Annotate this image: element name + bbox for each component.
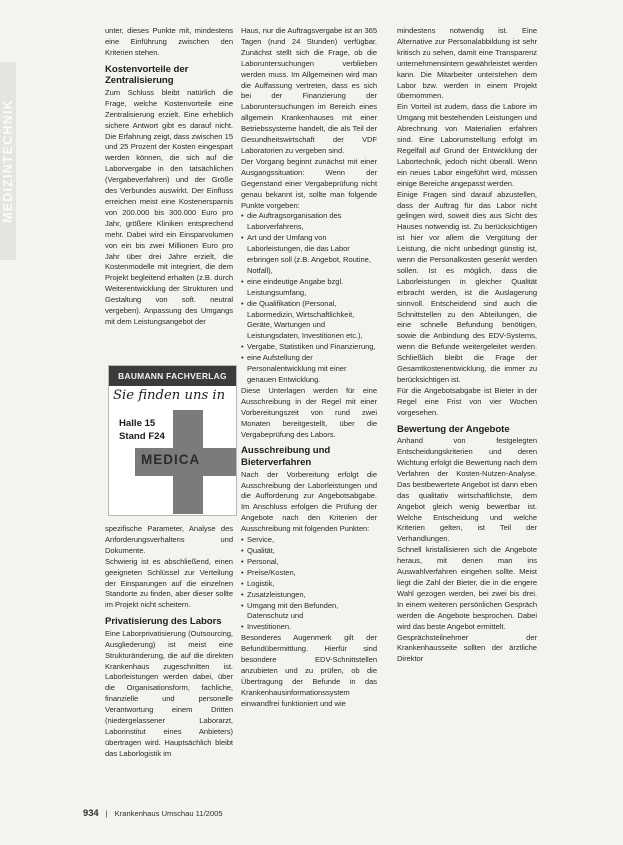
section-heading: Kostenvorteile der Zentralisierung [105, 63, 189, 87]
ad-stand: Stand F24 [119, 430, 165, 442]
column-2 [241, 26, 377, 710]
list-item: • Umgang mit den Befunden, Datenschutz und [241, 601, 377, 623]
section-heading: Ausschreibung und Bieterverfahren [241, 445, 331, 469]
list-item: • Preise/Kosten, [241, 568, 377, 579]
page-number: 934 [83, 807, 99, 818]
paragraph: Nach der Vorbereitung erfolgt die Ausschreibung der Laborleistungen und die Aufforderung zur Angebotsabgabe. Im Anschluss erfolgen die Prüfung der Angebote nach den Kriterien der Ausschreibung mit folgenden Punkten: [241, 469, 377, 534]
paragraph: Eine Laborprivatisierung (Outsourcing, Ausgliederung) ist meist eine Strukturänderung, die auf die direkten Krankenhaus zugeschnitten ist. Laborleistungen werden dabei, über die Organisationsform, fachliche, finanzielle und personelle Verantwortung einem Dritten (niedergelassener Laborarzt, Laborinstitut eines Anbieters) übertragen wird. Hauptsächlich bleibt das Laborlogistik im [105, 628, 233, 758]
list-item: • Investitionen. [241, 622, 377, 633]
section-tab [0, 62, 16, 260]
paragraph: Für die Angebotsabgabe ist Bieter in der Regel eine Frist von vier Wochen vorgesehen. [397, 385, 537, 417]
ad-hall: Halle 15 [119, 418, 156, 429]
column-1-lower [105, 524, 233, 760]
list-item: • Logistik, [241, 579, 377, 590]
paragraph: Besonderes Augenmerk gilt der Befundübermittlung. Hierfür sind besondere EDV-Schnittstellen anzubieten und zu prüfen, ob die Übertragung der Befunde in das Krankenhausinformationssystem einwandfrei funktioniert und wie [241, 633, 377, 708]
list-item: • Personal, [241, 557, 377, 568]
bullet-list [241, 535, 377, 633]
column-1 [105, 26, 233, 328]
paragraph: Diese Unterlagen werden für eine Ausschreibung in der Regel mit einer Vorbereitungszeit von rund zwei Monaten bereitgestellt, über die Vergabeprüfung des Labors. [241, 385, 377, 439]
ad-banner: BAUMANN FACHVERLAG [109, 366, 236, 386]
journal-name: Krankenhaus Umschau 11/2005 [114, 809, 223, 818]
paragraph: Zum Schluss bleibt natürlich die Frage, welche Kostenvorteile eine Zentralisierung erzielt. Eine erheblich sichere Antwort gibt es darauf nicht. Die Erfahrung zeigt, dass zwischen 15 und 25 Prozent der Kosten eingespart werden können, die sich auf die Laborvergabe in den tatsächlichen (Vergabeverfahren) und der Größe des Verbundes auswirkt. Der Einfluss erreichen meist eine Kostenersparnis von 200.000 bis 300.000 Euro pro Jahr, größere Kliniken entsprechend mehr. Dabei wird ein Einsparvolumen von ein bis zwei Millionen Euro pro Jahr über drei Jahre erzielt, die Kostenmodelle mit integriert, die dem Projekt begleitend erhalten (z.B. durch Weiterentwicklung der Strukturen und Gestaltung von soft. neutral vergeben). Anpassung des Umgangs mit dem Leistungsangebot der [105, 87, 233, 326]
paragraph: Anhand von festgelegten Entscheidungskriterien und deren Wichtung erfolgt die Bewertung nach dem Verfahren der Kosten-Nutzen-Analyse. Das bestbewertete Angebot ist dann eben das qualitativ wirtschaftlichste, dem Angebot gleich wenig bewertbar ist. Welche Entscheidung und welche Kriterien gelten, ist Teil der Verhandlungen. [397, 436, 537, 544]
list-item: • Zusatzleistungen, [241, 590, 377, 601]
list-item: • eine eindeutige Angabe bzgl. Leistungsumfang, [241, 277, 377, 299]
paragraph: Gesprächsteilnehmer der Krankenhausseite sollten der ärztliche Direktor [397, 632, 537, 664]
paragraph: Der Vorgang beginnt zunächst mit einer Ausgangssituation: Wenn der Gegenstand einer Vergabeprüfung nicht genau bekannt ist, sollte man folgende Punkte vorgeben: [241, 156, 377, 210]
list-item: • Service, [241, 535, 377, 546]
section-heading: Bewertung der Angebote [397, 423, 510, 435]
column-3 [397, 26, 537, 665]
list-item: • Art und der Umfang von Laborleistungen, die das Labor erbringen soll (z.B. Angebot, Routine, Notfall), [241, 233, 377, 277]
paragraph: Ein Vorteil ist zudem, dass die Labore im Umgang mit bestehenden Leistungen und Abrechnung von Materialien erfahren sind. Eine Laborumstellung erfolgt im Regelfall auf Grund der Entwicklung der Labortechnik, jedoch nicht überall. Wenn ein neues Labor eingeführt wird, müssen einige Bereiche angepasst werden. [397, 102, 537, 188]
paragraph: Schwierig ist es abschließend, einen geeigneten Schlüssel zur Verteilung der Einsparungen auf die einzelnen Standorte zu finden, aber dieser sollte im Projekt nicht scheitern. [105, 556, 233, 610]
list-item: • Vergabe, Statistiken und Finanzierung, [241, 342, 377, 353]
list-item: • die Qualifikation (Personal, Labormedizin, Wirtschaftlichkeit, Geräte, Wartungen und Leistungsdaten, Investitionen etc.), [241, 299, 377, 343]
list-item: • eine Aufstellung der Personalentwicklung mit einer genauen Entwicklung. [241, 353, 377, 386]
advertisement [108, 365, 237, 516]
paragraph: mindestens notwendig ist. Eine Alternative zur Personalabbildung ist sehr kritisch zu sehen, damit eine Transparenz unternehmensintern gewährleistet werden kann. Die Mitarbeiter unterstehen dem Labor bzw. werden in einem Projekt übernommen. [397, 26, 537, 101]
ad-brand: MEDICA [141, 452, 201, 467]
footer-separator: | [105, 809, 108, 818]
list-item: • Qualität, [241, 546, 377, 557]
ad-location [119, 418, 165, 443]
paragraph: unter, dieses Punkte mit, mindestens eine Einführung zwischen den Kriterien stehen. [105, 26, 233, 57]
page-footer [83, 807, 223, 818]
paragraph: spezifische Parameter, Analyse des Anforderungsverhaltens und Dokumente. [105, 524, 233, 555]
ad-slogan: Sie finden uns in [113, 388, 226, 403]
paragraph: Einige Fragen sind darauf abzustellen, dass der Auftrag für das Labor nicht gelingen wird, soweit dies aus Sicht des Hauses notwendig ist. Zu berücksichtigen ist hier vor allem die Vergütung der Leistung, die nicht unbedingt günstig ist, wenn die Personalkosten gesenkt werden sollen. Ist es möglich, dass die Laborleistungen in gleicher Qualität erbracht werden, ist die Auslagerung sinnvoll. Entscheidend sind auch die Schnittstellen zu den Abteilungen, die eine schnelle Befundung benötigen, sowie die Anbindung des EDV-Systems, wenn die Befunde weitergeleitet werden. Schließlich bleibt die Frage der Gesamtkostenentwicklung, die immer zu berücksichtigen ist. [397, 189, 537, 384]
bullet-list [241, 211, 377, 386]
paragraph: Haus, nur die Auftragsvergabe ist an 365 Tagen (rund 24 Stunden) verfügbar. Zunächst stellt sich die Frage, ob die Laboruntersuchungen verblieben werden muss. Im Allgemeinen wird man die Auffassung vertreten, dass es sich bei der Finanzierung der Laboruntersuchungen im Bereich eines allgemein Krankenhauses mit einer Betriebssysteme handelt, die als Teil der Gesundheitswirtschaft der VDF Laboratorien zu vergeben sind. [241, 26, 377, 155]
section-label: MEDIZINTECHNIK [1, 99, 15, 223]
list-item: • die Auftragsorganisation des Laborverfahrens, [241, 211, 377, 233]
section-heading: Privatisierung des Labors [105, 616, 222, 628]
paragraph: Schnell kristallisieren sich die Angebote heraus, mit denen man ins Auswahlverfahren eingehen sollte. Meist liegt die Zahl der Bieter, die in die engere Wahl gezogen werden, bei zwei bis drei. In einem weiteren persönlichen Gespräch werden die Angebote besprochen. Dabei wird das beste Angebot ermittelt. [397, 545, 537, 631]
